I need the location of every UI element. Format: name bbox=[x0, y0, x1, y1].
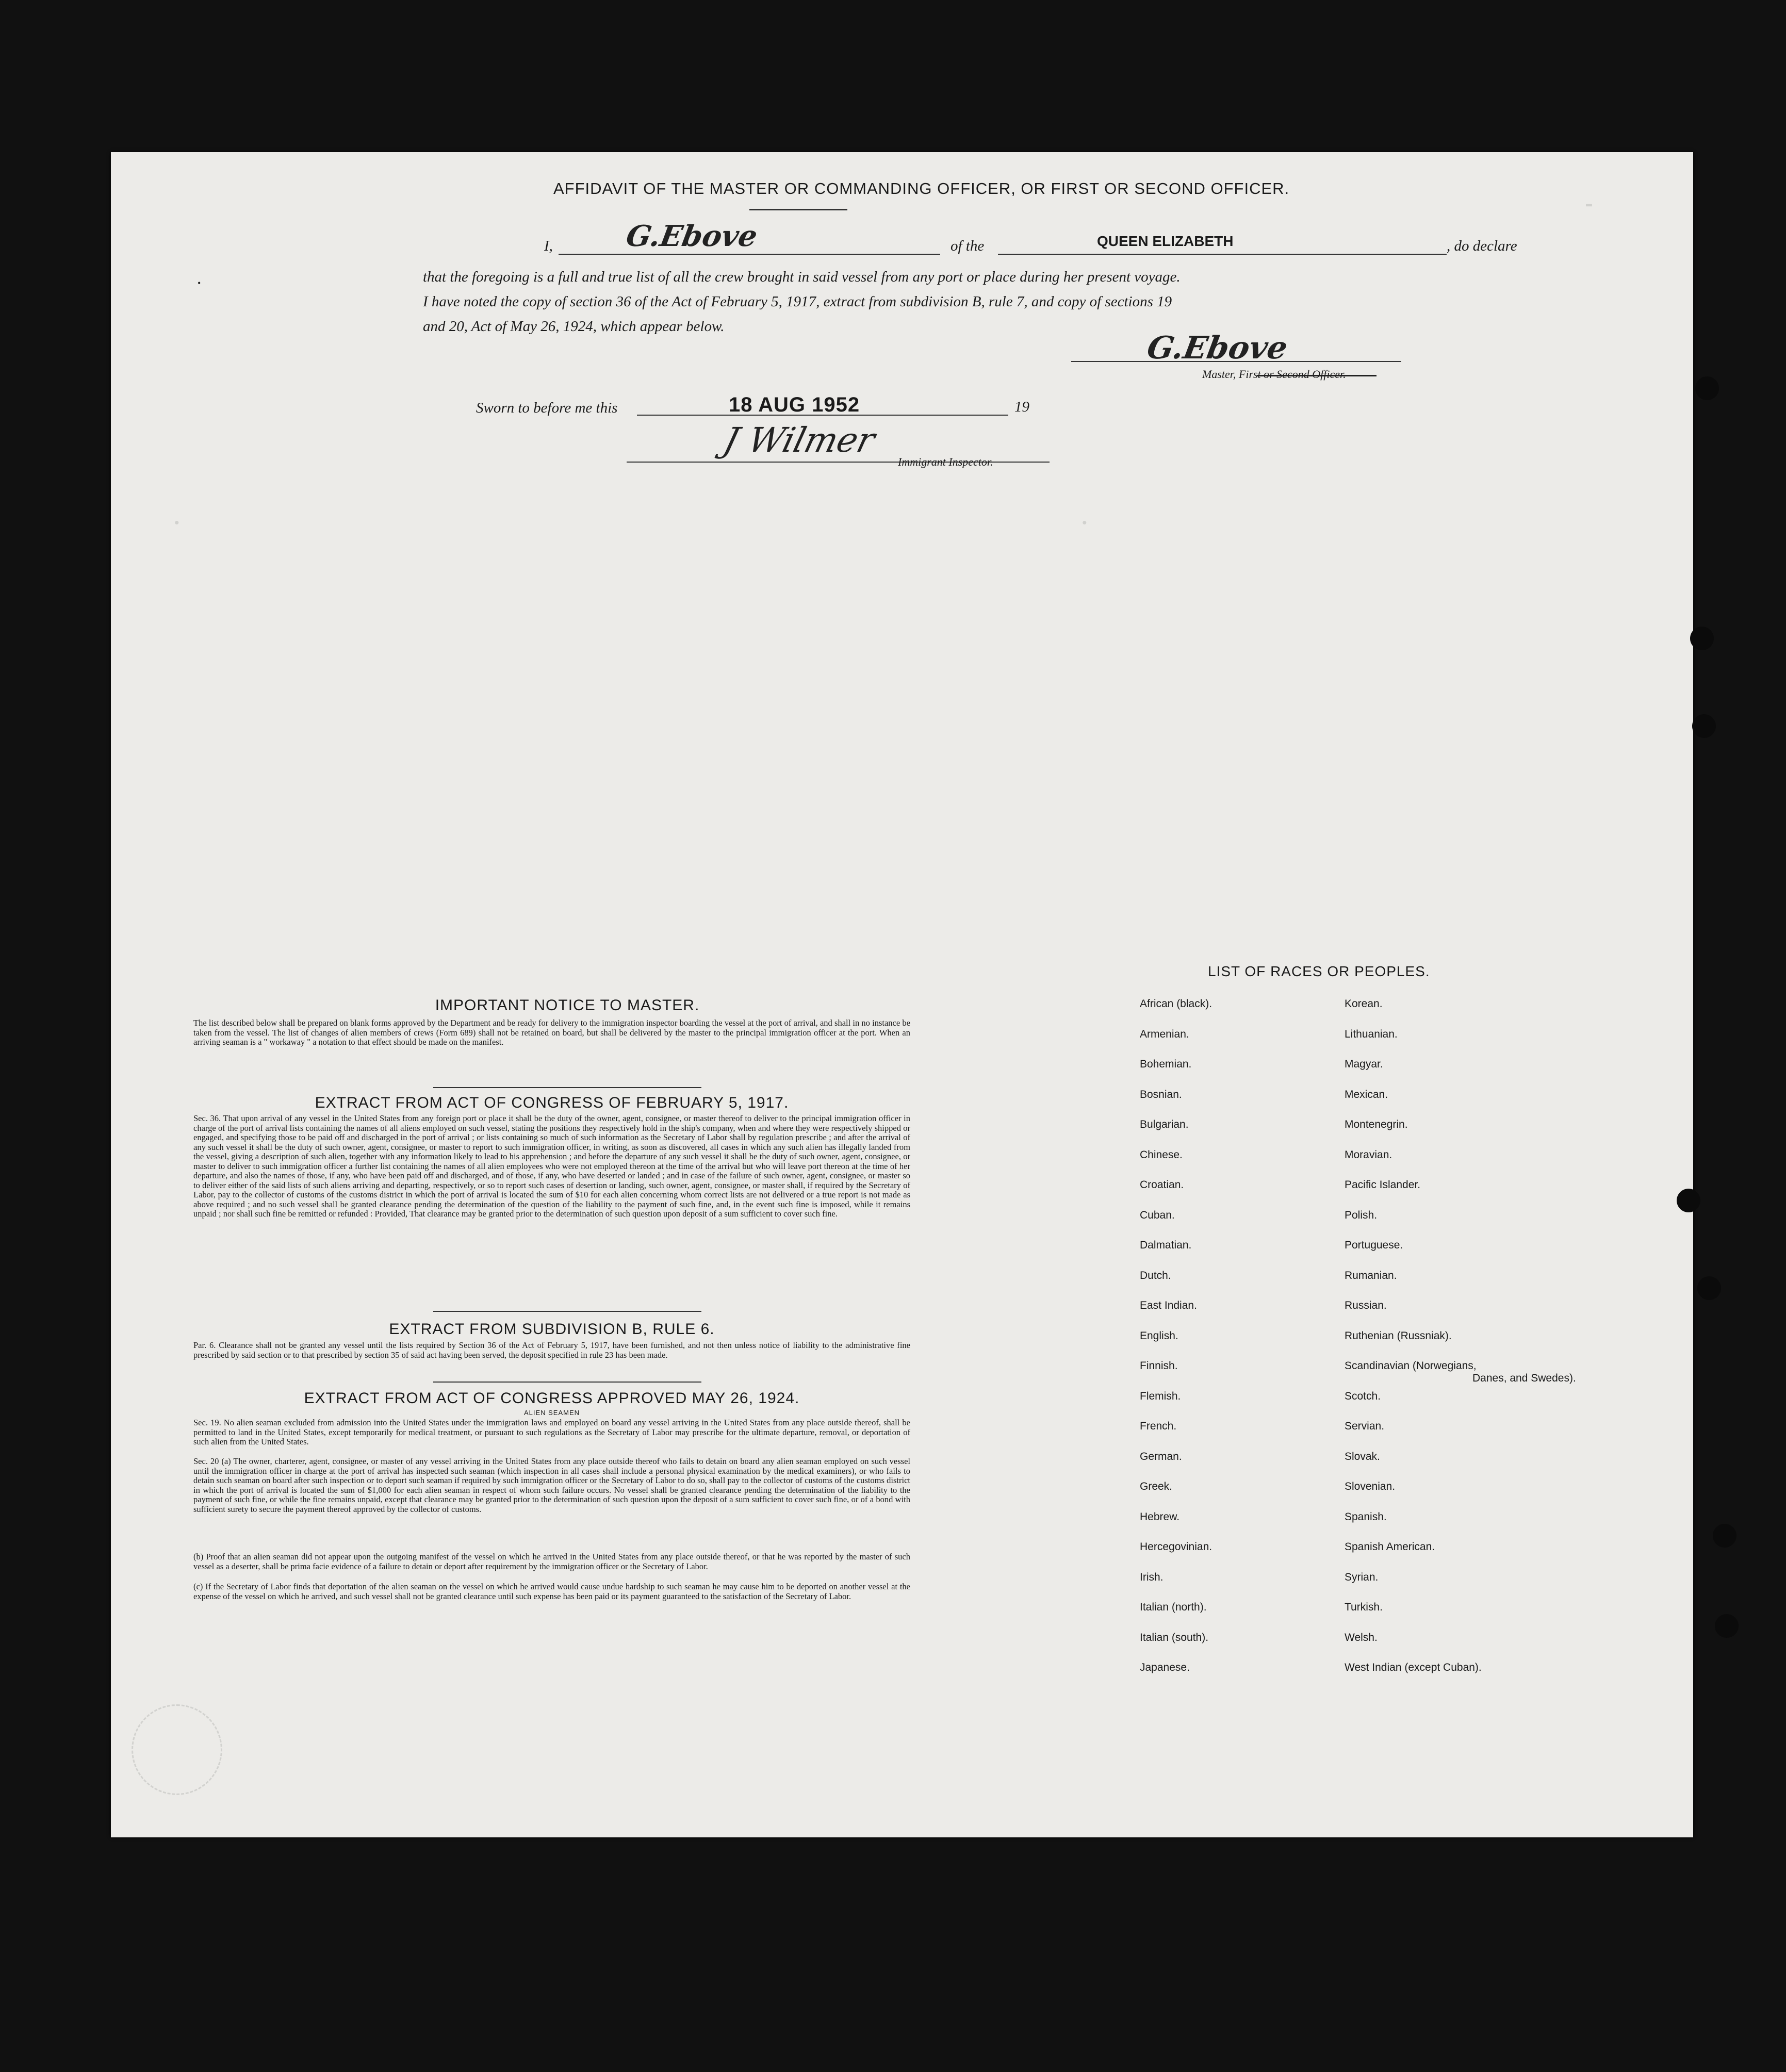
race-item: Polish. bbox=[1345, 1209, 1378, 1221]
race-item: French. bbox=[1140, 1420, 1177, 1432]
document-page: • • ▬ AFFIDAVIT OF THE MASTER OR COMMANDING OFFICER, OR FIRST OR SECOND OFFICER. I, G.Ebove of the QUEEN ELIZABETH , do declare that the foregoing is a full and true list of all the crew brought in said vessel from any port or place during her present voyage. I have noted the copy of section 36 of the Act of February 5, 1917, extract from subdivision B, rule 7, and copy of sections 19 and 20, Act of May 26, 1924, which appear below. • G.Ebove Master, First or Second Officer. Sworn to before me this 18 AUG 1952 19 J Wilmer Immigrant Inspector. IMPORTANT NOTICE TO MASTER. The list described below shall be prepared on blank forms approved by the Department and be ready for delivery to the immigration inspector boarding the vessel at the port of arrival, and shall in no instance be taken from the vessel. The list of changes of alien members of crews (Form 689) shall not be retained on board, but shall be delivered by the master to the principal immigration officer at the port. When an arriving seaman is a " workaway " a notation to that effect should be made on the manifest. EXTRACT FROM ACT OF CONGRESS OF FEBRUARY 5, 1917. Sec. 36. That upon arrival of any vessel in the United States from any foreign port or place it shall be the duty of the owner, agent, consignee, or master thereof to deliver to the principal immigration officer in charge of the port of arrival lists containing the names of all aliens employed on such vessel, stating the positions they respectively hold in the ship's company, when and where they were respectively shipped or engaged, and specifying those to be paid off and discharged in the port of arrival ; or lists containing so much of such information as the Secretary of Labor shall by regulation prescribe ; and after the arrival of any such vessel it shall be the duty of such owner, agent, consignee, or master to report to such immigration officer, in writing, as soon as discovered, all cases in which any such alien has illegally landed from the vessel, giving a description of such alien, together with any information likely to lead to his apprehension ; and before the departure of any such vessel it shall be the duty of such owner, agent, consignee, or master to deliver to such immigration officer a further list containing the names of all alien employees who were not employed thereon at the time of the arrival but who will leave port thereon at the time of her departure, and also the names of those, if any, who have been paid off and discharged, and of those, if any, who have deserted or landed ; and in case of the failure of such owner, agent, consignee, or master so to deliver either of the said lists of such aliens arriving and departing, respectively, or so to report such cases of desertion or landing, such owner, agent, consignee, or master shall, if required by the Secretary of Labor, pay to the collector of customs of the customs district in which the port of arrival is located the sum of $10 for each alien concerning whom correct lists are not delivered or a true report is not made as above required ; and no such vessel shall be granted clearance pending the determination of the question of the liability to the payment of such fine, and, in the event such fine is imposed, while it remains unpaid ; nor shall such fine be remitted or refunded : Provided, That clearance may be granted prior to the determination of such question upon deposit of a sum sufficient to cover such fine. EXTRACT FROM SUBDIVISION B, RULE 6. Par. 6. Clearance shall not be granted any vessel until the lists required by Section 36 of the Act of February 5, 1917, have been furnished, and not then unless notice of liability to the administrative fine prescribed by said section or to that prescribed by section 35 of said act having been served, the deposit specified in rule 23 has been made. EXTRACT FROM ACT OF CONGRESS APPROVED MAY 26, 1924. ALIEN SEAMEN Sec. 19. No alien seaman excluded from admission into the United States under the immigration laws and employed on board any vessel arriving in the United States from any place outside thereof, shall be permitted to land in the United States, except temporarily for medical treatment, or pursuant to such regulations as the Secretary of Labor may prescribe for the ultimate departure, removal, or deportation of such alien from the United States. Sec. 20 (a) The owner, charterer, agent, consignee, or master of any vessel arriving in the United States from any place outside thereof who fails to detain on board any alien seaman employed on such vessel until the immigration officer in charge at the port of arrival has inspected such seaman (which inspection in all cases shall include a personal physical examination by the medical examiners), or who fails to detain such seaman on board after such inspection or to deport such seaman if required by such immigration officer or the Secretary of Labor to do so, shall pay to the collector of customs of the customs district in which the port of arrival is located the sum of $1,000 for each alien seaman in respect of whom such failure occurs. No vessel shall be granted clearance pending the determination of the liability to the payment of such fine, or while the fine remains unpaid, except that clearance may be granted prior to the determination of such question upon the deposit of a sum sufficient to cover such fine, or of a bond with sufficient surety to secure the payment thereof approved by the collector of customs. (b) Proof that an alien seaman did not appear upon the outgoing manifest of the vessel on which he arrived in the United States from any place outside thereof, or that he was reported by the master of such vessel as a deserter, shall be prima facie evidence of a failure to detain or deport after requirement by the immigration officer or the Secretary of Labor. (c) If the Secretary of Labor finds that deportation of the alien seaman on the vessel on which he arrived would cause undue hardship to such seaman he may cause him to be deported on another vessel at the expense of the vessel on which he arrived, and such vessel shall not be granted clearance until such expense has been paid or its payment guaranteed to the satisfaction of the Secretary of Labor. LIST OF RACES OR PEOPLES. African (black). Armenian. Bohemian. Bosnian. Bulgarian. Chinese. Croatian. Cuban. Dalmatian. Dutch. East Indian. English. Finnish. Flemish. French. German. Greek. Hebrew. Hercegovinian. Irish. Italian (north). Italian (south). Japanese. Korean. Lithuanian. Magyar. Mexican. Montenegrin. Moravian. Pacific Islander. Polish. Portuguese. Rumanian. Russian. Ruthenian (Russniak). Scandinavian (Norwegians, Danes, and Swedes). Scotch. Servian. Slovak. Slovenian. Spanish. Spanish American. Syrian. Turkish. Welsh. West Indian (except Cuban). bbox=[111, 152, 1693, 1837]
race-item: Slovak. bbox=[1345, 1450, 1380, 1462]
declaration-prefix: I, bbox=[544, 238, 553, 254]
punch-hole bbox=[1695, 376, 1719, 400]
race-item: Russian. bbox=[1345, 1300, 1387, 1311]
race-item: Hebrew. bbox=[1140, 1510, 1180, 1523]
declaration-line-3: and 20, Act of May 26, 1924, which appear below. bbox=[423, 318, 725, 335]
declaration-line-2: I have noted the copy of section 36 of the Act of February 5, 1917, extract from subdivision B, rule 7, and copy of sections 19 bbox=[423, 293, 1172, 310]
race-item: Pacific Islander. bbox=[1345, 1179, 1421, 1191]
race-item: Japanese. bbox=[1140, 1662, 1190, 1673]
inspector-label: Immigrant Inspector. bbox=[898, 455, 993, 468]
race-item: African (black). bbox=[1140, 998, 1212, 1010]
race-item: Hercegovinian. bbox=[1140, 1541, 1212, 1553]
sworn-label: Sworn to before me this bbox=[476, 400, 618, 416]
race-item: Lithuanian. bbox=[1345, 1028, 1398, 1040]
race-item: Dutch. bbox=[1140, 1269, 1171, 1281]
strike-through bbox=[1257, 375, 1377, 376]
inspector-signature: J Wilmer bbox=[719, 420, 879, 460]
race-item: Finnish. bbox=[1140, 1360, 1178, 1372]
punch-hole bbox=[1715, 1614, 1739, 1638]
of-the-label: of the bbox=[951, 238, 985, 254]
race-item: Welsh. bbox=[1345, 1631, 1378, 1643]
race-item: Bosnian. bbox=[1140, 1088, 1182, 1100]
race-item: English. bbox=[1140, 1329, 1178, 1342]
race-item: Italian (north). bbox=[1140, 1601, 1207, 1613]
date-stamp: 18 AUG 1952 bbox=[729, 393, 860, 416]
race-item: Spanish American. bbox=[1345, 1541, 1435, 1553]
master-label: Master, First or Second Officer. bbox=[1202, 368, 1346, 381]
extract-1917-title: EXTRACT FROM ACT OF CONGRESS OF FEBRUARY 5, 1917. bbox=[315, 1094, 789, 1111]
extract-1924-sec20b: (b) Proof that an alien seaman did not appear upon the outgoing manifest of the vessel on which he arrived in the United States from any place outside thereof, or that he was reported by the master of such vessel as a deserter, shall be prima facie evidence of a failure to detain or deport after requirement by the immigration officer or the Secretary of Labor. bbox=[193, 1552, 910, 1571]
punch-hole bbox=[1677, 1189, 1700, 1212]
punch-hole bbox=[1692, 714, 1716, 738]
race-item: Cuban. bbox=[1140, 1209, 1175, 1221]
year-prefix: 19 bbox=[1014, 399, 1029, 415]
ship-name: QUEEN ELIZABETH bbox=[1097, 233, 1234, 249]
race-item: Montenegrin. bbox=[1345, 1119, 1408, 1130]
race-item: Spanish. bbox=[1345, 1510, 1387, 1523]
punch-hole bbox=[1713, 1524, 1736, 1548]
race-item: German. bbox=[1140, 1450, 1182, 1462]
extract-rule6-body: Par. 6. Clearance shall not be granted any vessel until the lists required by Section 36 of the Act of February 5, 1917, have been furnished, and not then unless notice of liability to the administrative fine prescribed by said section or to that prescribed by section 35 of said act having been served, the deposit specified in rule 23 has been made. bbox=[193, 1340, 910, 1360]
race-item: Scotch. bbox=[1345, 1390, 1381, 1402]
race-item: Mexican. bbox=[1345, 1088, 1388, 1100]
declaration-line-1: that the foregoing is a full and true list of all the crew brought in said vessel from any port or place during her present voyage. bbox=[423, 269, 1181, 285]
race-item: Slovenian. bbox=[1345, 1481, 1396, 1492]
race-item: Rumanian. bbox=[1345, 1269, 1397, 1281]
race-item: East Indian. bbox=[1140, 1300, 1197, 1311]
punch-hole bbox=[1697, 1276, 1721, 1300]
race-item: Syrian. bbox=[1345, 1571, 1379, 1583]
race-item: Bulgarian. bbox=[1140, 1119, 1189, 1130]
race-item: Korean. bbox=[1345, 998, 1383, 1010]
race-item: Turkish. bbox=[1345, 1601, 1383, 1613]
extract-1924-sec20a: Sec. 20 (a) The owner, charterer, agent, consignee, or master of any vessel arriving in the United States from any place outside thereof who fails to detain on board any alien seaman employed on such vessel until the immigration officer in charge at the port of arrival has inspected such seaman (which inspection in all cases shall include a personal physical examination by the medical examiners), or who fails to detain such seaman on board after such inspection or to deport such seaman if required by such immigration officer or the Secretary of Labor to do so, shall pay to the collector of customs of the customs district in which the port of arrival is located the sum of $1,000 for each alien seaman in respect of whom such failure occurs. No vessel shall be granted clearance pending the determination of the liability to the payment of such fine, or while the fine remains unpaid, except that clearance may be granted prior to the determination of such question upon the deposit of a sum sufficient to cover such fine, or of a bond with sufficient surety to secure the payment thereof approved by the collector of customs. bbox=[193, 1456, 910, 1514]
master-signature: G.Ebove bbox=[1144, 330, 1290, 366]
race-item: West Indian (except Cuban). bbox=[1345, 1662, 1482, 1673]
notice-body: The list described below shall be prepared on blank forms approved by the Department and be ready for delivery to the immigration inspector boarding the vessel at the port of arrival, and shall in no instance be taken from the vessel. The list of changes of alien members of crews (Form 689) shall not be retained on board, but shall be delivered by the master to the principal immigration officer at the port. When an arriving seaman is a " workaway " a notation to that effect should be made on the manifest. bbox=[193, 1018, 910, 1047]
extract-1917-body: Sec. 36. That upon arrival of any vessel in the United States from any foreign port or place it shall be the duty of the owner, agent, consignee, or master thereof to deliver to the principal immigration officer in charge of the port of arrival lists containing the names of all aliens employed on such vessel, stating the positions they respectively hold in the ship's company, when and where they were respectively shipped or engaged, and specifying those to be paid off and discharged in the port of arrival ; or lists containing so much of such information as the Secretary of Labor shall by regulation prescribe ; and after the arrival of any such vessel it shall be the duty of such owner, agent, consignee, or master to report to such immigration officer, in writing, as soon as discovered, all cases in which any such alien has illegally landed from the vessel, giving a description of such alien, together with any information likely to lead to his apprehension ; and before the departure of any such vessel it shall be the duty of such owner, agent, consignee, or master to deliver to such immigration officer a further list containing the names of all alien employees who were not employed thereon at the time of the arrival but who will leave port thereon at the time of her departure, and also the names of those, if any, who have been paid off and discharged, and of those, if any, who have deserted or landed ; and in case of the failure of such owner, agent, consignee, or master so to deliver either of the said lists of such aliens arriving and departing, respectively, or so to report such cases of desertion or landing, such owner, agent, consignee, or master shall, if required by the Secretary of Labor, pay to the collector of customs of the customs district in which the port of arrival is located the sum of $10 for each alien concerning whom correct lists are not delivered or a true report is not made as above required ; and no such vessel shall be granted clearance pending the determination of the question of the liability to the payment of such fine, and, in the event such fine is imposed, while it remains unpaid ; nor shall such fine be remitted or refunded : Provided, That clearance may be granted prior to the determination of such question upon deposit of a sum sufficient to cover such fine. bbox=[193, 1113, 910, 1219]
race-item: Ruthenian (Russniak). bbox=[1345, 1329, 1452, 1342]
extract-rule6-title: EXTRACT FROM SUBDIVISION B, RULE 6. bbox=[389, 1321, 715, 1338]
race-item: Portuguese. bbox=[1345, 1239, 1403, 1251]
signer-signature: G.Ebove bbox=[624, 219, 760, 253]
race-item: Bohemian. bbox=[1140, 1058, 1192, 1070]
race-item: Croatian. bbox=[1140, 1179, 1184, 1191]
extract-1924-subtitle: ALIEN SEAMEN bbox=[523, 1409, 580, 1417]
race-item: Flemish. bbox=[1140, 1390, 1181, 1402]
race-item: Irish. bbox=[1140, 1571, 1164, 1583]
declaration-suffix: , do declare bbox=[1447, 238, 1517, 254]
extract-1924-sec19: Sec. 19. No alien seaman excluded from admission into the United States under the immigration laws and employed on board any vessel arriving in the United States from any place outside thereof, shall be permitted to land in the United States, except temporarily for medical treatment, or pursuant to such regulations as the Secretary of Labor may prescribe for the ultimate departure, removal, or deportation of such alien from the United States. bbox=[193, 1418, 910, 1446]
race-item: Danes, and Swedes). bbox=[1472, 1372, 1576, 1384]
affidavit-title: AFFIDAVIT OF THE MASTER OR COMMANDING OFFICER, OR FIRST OR SECOND OFFICER. bbox=[553, 179, 1290, 198]
race-item: Magyar. bbox=[1345, 1058, 1383, 1070]
race-item: Moravian. bbox=[1345, 1148, 1392, 1161]
race-item: Dalmatian. bbox=[1140, 1239, 1192, 1251]
races-title: LIST OF RACES OR PEOPLES. bbox=[1208, 963, 1430, 979]
race-item: Servian. bbox=[1345, 1420, 1385, 1432]
race-item: Italian (south). bbox=[1140, 1631, 1209, 1643]
race-item: Greek. bbox=[1140, 1481, 1173, 1492]
extract-1924-title: EXTRACT FROM ACT OF CONGRESS APPROVED MAY 26, 1924. bbox=[304, 1390, 800, 1407]
race-item: Armenian. bbox=[1140, 1028, 1189, 1040]
notice-title: IMPORTANT NOTICE TO MASTER. bbox=[435, 997, 700, 1014]
extract-1924-sec20c: (c) If the Secretary of Labor finds that deportation of the alien seaman on the vessel on which he arrived would cause undue hardship to such seaman he may cause him to be deported on another vessel at the expense of the vessel on which he arrived, and such vessel shall not be granted clearance until such expense has been paid or its payment guaranteed to the satisfaction of the Secretary of Labor. bbox=[193, 1582, 910, 1601]
race-item: Scandinavian (Norwegians, bbox=[1345, 1360, 1477, 1372]
race-item: Chinese. bbox=[1140, 1148, 1183, 1161]
punch-hole bbox=[1690, 627, 1714, 650]
